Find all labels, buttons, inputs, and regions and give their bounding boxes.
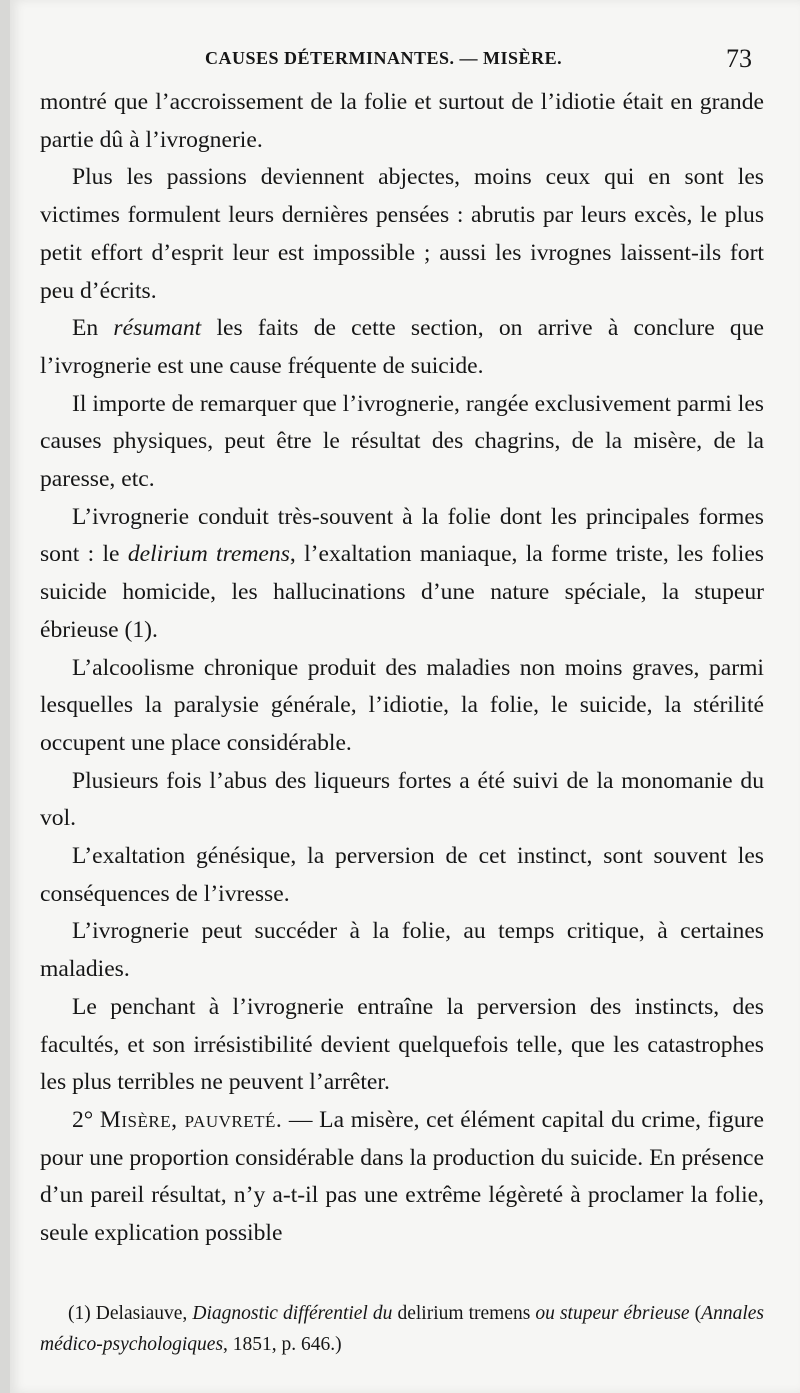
text-run: — La misère, cet élément capital du crime, figure pour une proportion considérable dans la production du suicide. En présence d’un pareil résultat, n’y a-t-il pas une extrême légèreté à proclamer la folie, seule explication possible	[40, 1106, 764, 1247]
footnote-title: Diagnostic différentiel du	[192, 1303, 393, 1324]
footnote-author: Delasiauve,	[90, 1303, 193, 1324]
paragraph	[40, 1102, 764, 1253]
footnote-alt: ou stupeur ébrieuse	[535, 1303, 690, 1324]
emphasis: delirium tremens	[127, 541, 290, 568]
paragraph: Le penchant à l’ivrognerie entraîne la perversion des instincts, des facultés, et son irrésistibilité devient quelquefois telle, que les catastrophes les plus terribles ne peuvent l’arrêter.	[40, 993, 764, 1096]
body-text	[40, 84, 764, 1253]
paragraph: montré que l’accroissement de la folie et surtout de l’idiotie était en grande partie dû à l’ivrognerie.	[40, 89, 764, 153]
page-header	[10, 44, 800, 78]
paragraph: Il importe de remarquer que l’ivrognerie, rangée exclusivement parmi les causes physiques, peut être le résultat des chagrins, de la misère, de la paresse, etc.	[40, 390, 764, 493]
page-number: 73	[726, 44, 752, 73]
section-number: 2°	[72, 1106, 94, 1133]
footnote-source-close: , 1851, p. 646.)	[223, 1334, 342, 1355]
book-page	[10, 0, 800, 1393]
emphasis: résumant	[113, 315, 202, 342]
paragraph	[40, 310, 764, 385]
paragraph: L’ivrognerie peut succéder à la folie, au temps critique, à certaines maladies.	[40, 918, 764, 983]
text-run: les faits de cette section, on arrive à conclure que l’ivrognerie est une cause fréquente de suicide.	[40, 315, 765, 379]
paragraph: Plusieurs fois l’abus des liqueurs fortes a été suivi de la monomanie du vol.	[40, 767, 764, 832]
running-title: CAUSES DÉTERMINANTES. — MISÈRE.	[205, 48, 563, 68]
paragraph	[40, 499, 764, 650]
footnote-journal: Annales médico-psychologiques	[40, 1303, 764, 1355]
text-run: L’ivrognerie conduit très-souvent à la folie dont les principales formes sont : le	[40, 503, 764, 568]
paragraph: L’exaltation génésique, la perversion de cet instinct, sont souvent les conséquences de l’ivresse.	[40, 843, 764, 907]
footnote-source-open: (	[689, 1303, 702, 1324]
text-run: , l’exaltation maniaque, la forme triste, les folies suicide homicide, les hallucinations d’une nature spéciale, la stupeur ébrieuse (1).	[40, 541, 764, 643]
text-run: En	[72, 315, 114, 342]
footnote	[40, 1298, 764, 1360]
section-heading: Misère, pauvreté.	[99, 1106, 283, 1133]
footnote-text	[40, 1298, 764, 1360]
footnote-marker: (1)	[68, 1303, 91, 1324]
paragraph: L’alcoolisme chronique produit des maladies non moins graves, parmi lesquelles la paralysie générale, l’idiotie, la folie, le suicide, la stérilité occupent une place considérable.	[40, 654, 764, 756]
paragraph: Plus les passions deviennent abjectes, moins ceux qui en sont les victimes formulent leurs dernières pensées : abrutis par leurs excès, le plus petit effort d’esprit leur est impossible ; aussi les ivrognes laissent-ils fort peu d’écrits.	[40, 164, 764, 304]
footnote-term: delirium tremens	[392, 1303, 536, 1324]
